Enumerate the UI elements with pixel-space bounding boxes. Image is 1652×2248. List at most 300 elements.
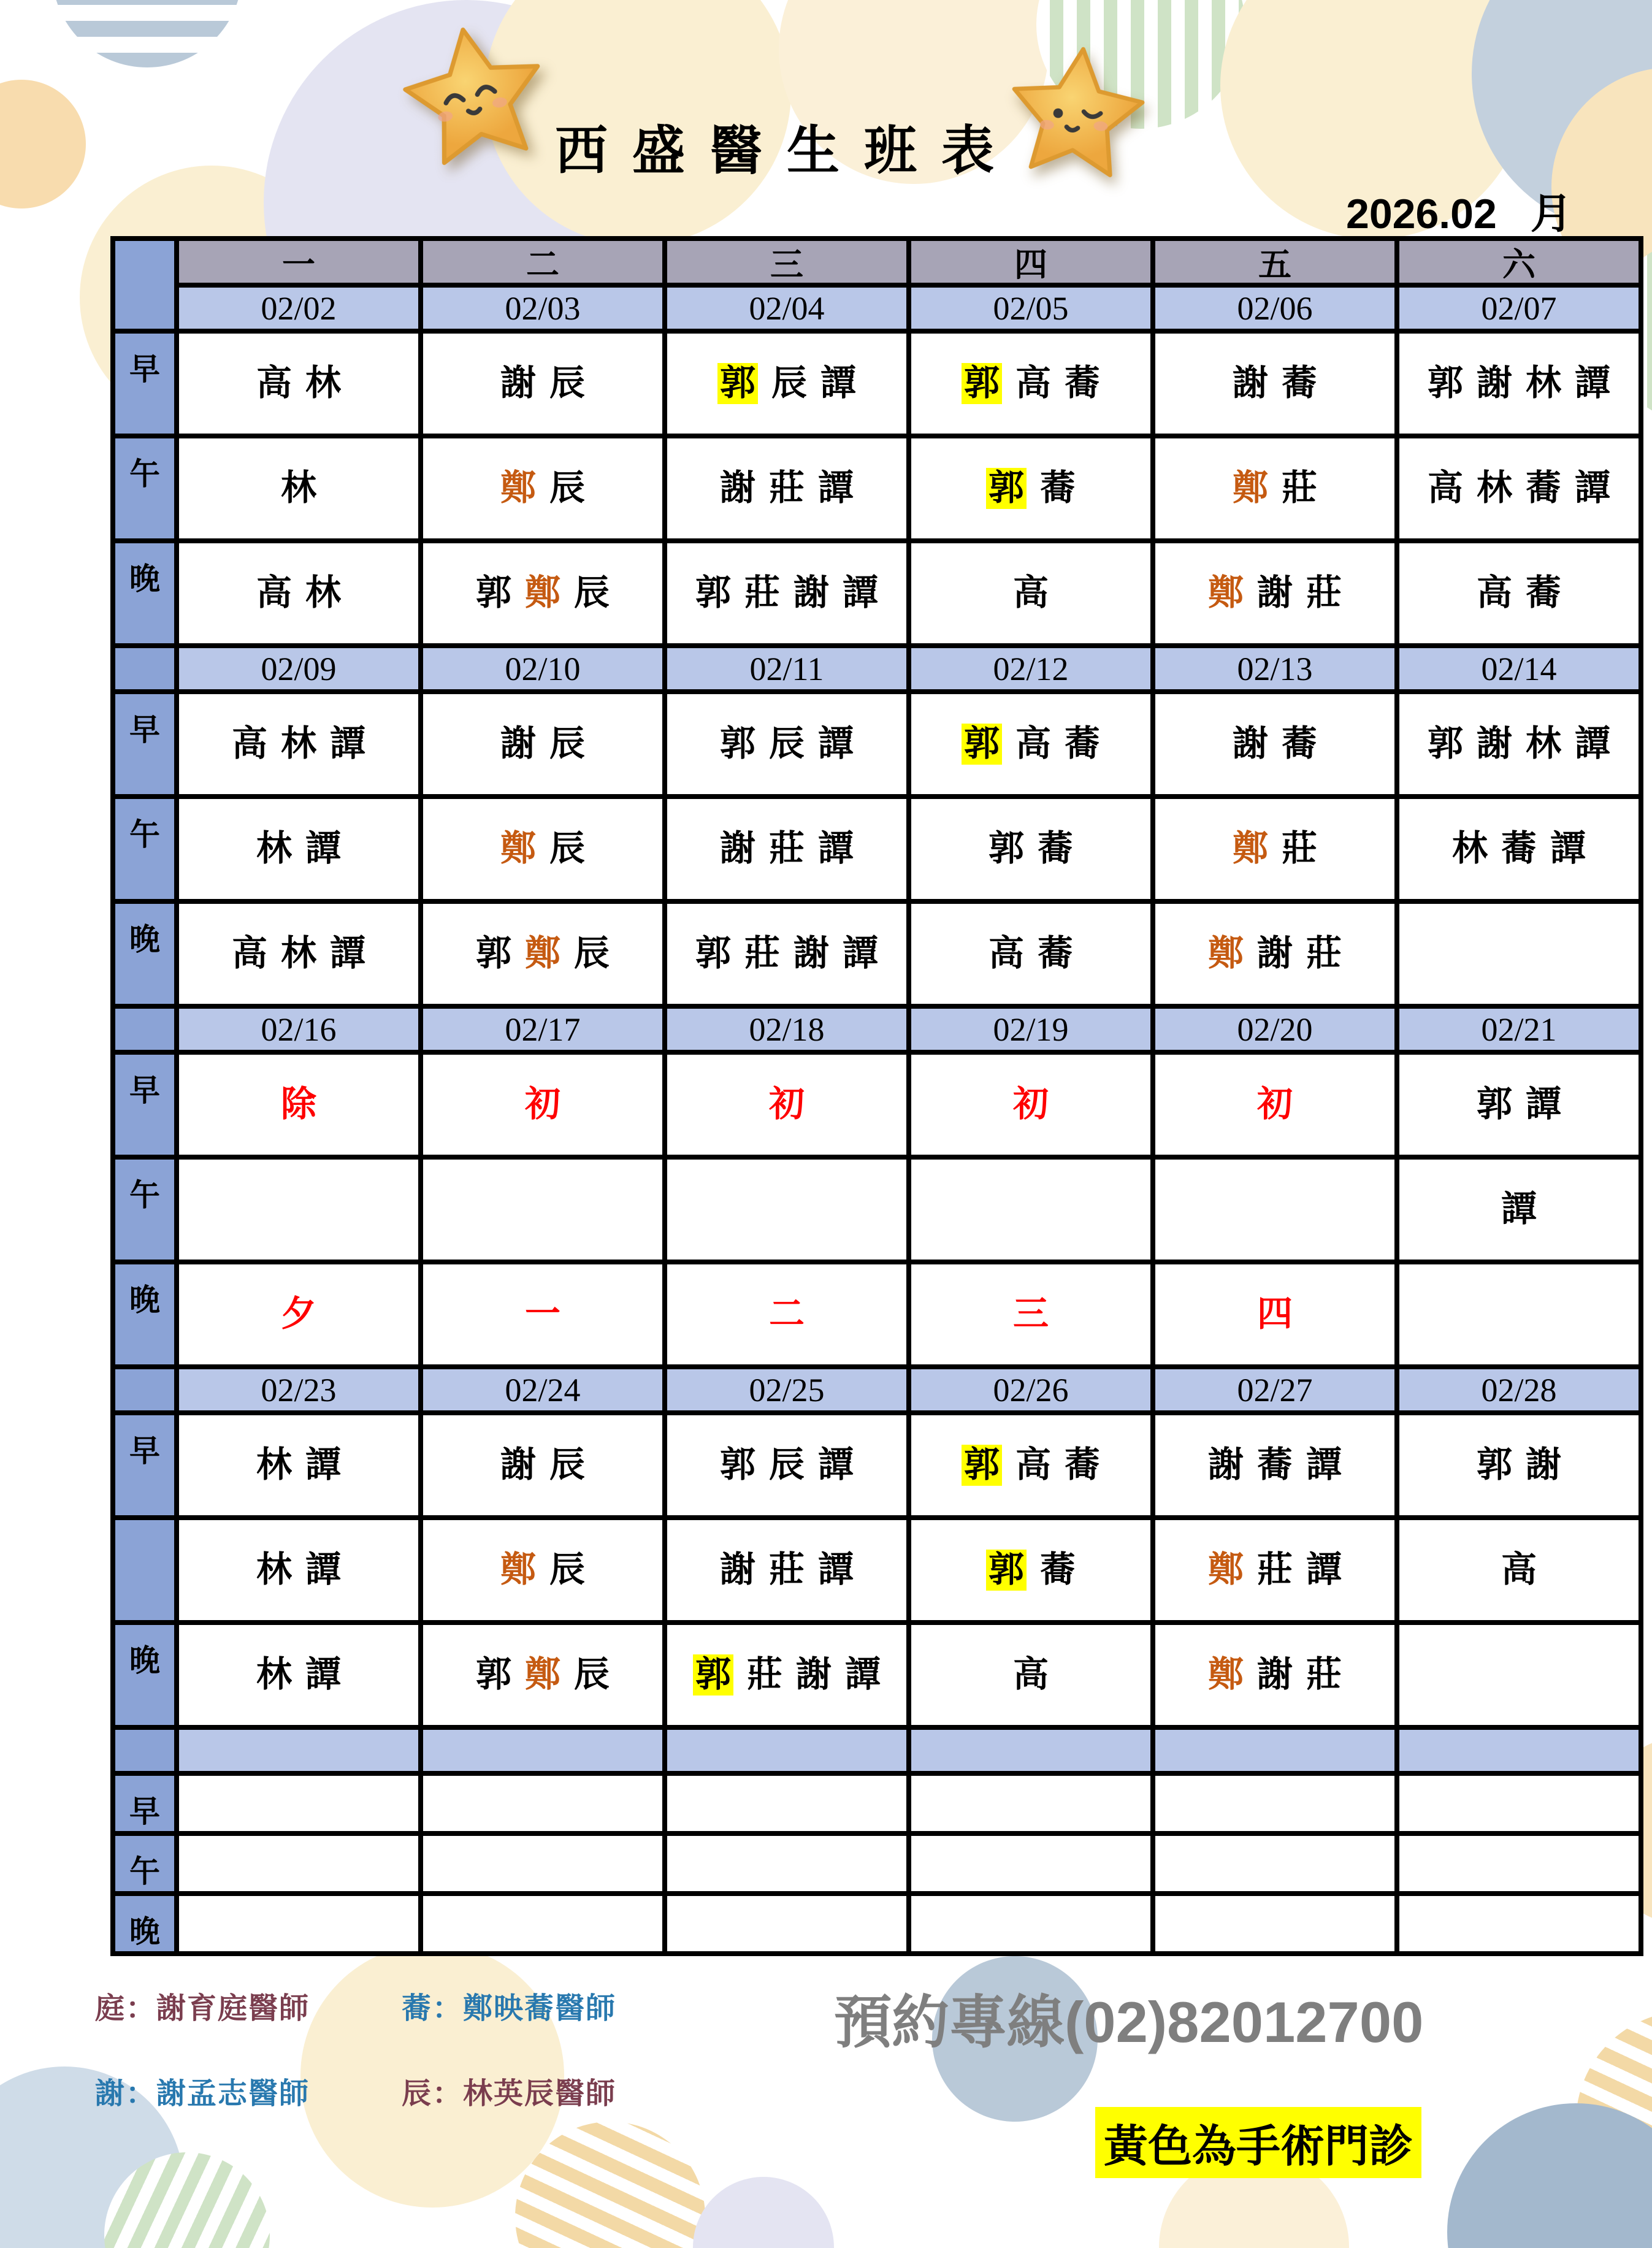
surgery-note: 黃色為手術門診 [1095, 2107, 1421, 2178]
date-cell: 02/19 [911, 1009, 1150, 1050]
doctor-code: 林 [305, 363, 342, 403]
schedule-cell [423, 799, 662, 899]
schedule-cell [179, 1836, 418, 1891]
doctor-code: 蕎 [1282, 363, 1318, 403]
schedule-cell [911, 334, 1150, 434]
doctor-code: 林 [1476, 468, 1512, 508]
doctor-code: 鄭 [1232, 468, 1268, 508]
doctor-code: 譚 [820, 363, 857, 403]
doctor-code: 四 [1256, 1294, 1293, 1334]
doctor-code: 譚 [305, 828, 342, 869]
schedule-cell [423, 1415, 662, 1515]
doctor-code: 莊 [768, 468, 805, 508]
doctor-code: 林 [280, 468, 316, 508]
doctor-code: 辰 [771, 363, 807, 403]
doctor-code: 謝 [1232, 724, 1268, 764]
doctor-code: 譚 [843, 933, 879, 974]
doctor-code: 郭 [962, 363, 1002, 404]
schedule-cell [911, 1160, 1150, 1260]
date-cell: 02/07 [1399, 288, 1639, 329]
decor-circle [52, 0, 242, 67]
doctor-code: 初 [768, 1084, 805, 1125]
period-label-cell: 晚 [115, 1625, 174, 1725]
doctor-code: 林 [256, 1445, 292, 1485]
schedule-cell [667, 1160, 906, 1260]
schedule-cell [423, 1776, 662, 1831]
schedule-cell [911, 1055, 1150, 1155]
schedule-cell [423, 694, 662, 794]
schedule-cell [1155, 438, 1394, 538]
doctor-code: 林 [1526, 363, 1562, 403]
doctor-code: 高 [1015, 1445, 1051, 1485]
doctor-code: 蕎 [1065, 363, 1101, 403]
doctor-code: 郭 [986, 468, 1027, 509]
schedule-cell [1399, 1264, 1639, 1364]
doctor-code: 謝 [1476, 363, 1512, 403]
schedule-cell [667, 1776, 906, 1831]
doctor-code: 辰 [549, 1445, 586, 1485]
date-row-label-cell [115, 1009, 174, 1050]
date-cell: 02/06 [1155, 288, 1394, 329]
doctor-code: 辰 [549, 363, 586, 403]
schedule-cell [1155, 799, 1394, 899]
schedule-cell [423, 1625, 662, 1725]
date-cell [667, 1730, 906, 1771]
schedule-cell [1155, 1415, 1394, 1515]
doctor-code: 林 [305, 573, 342, 613]
doctor-code: 辰 [549, 724, 586, 764]
period-label-cell: 午 [115, 1160, 174, 1260]
schedule-cell [1399, 1776, 1639, 1831]
doctor-code: 譚 [1575, 468, 1611, 508]
date-cell [423, 1730, 662, 1771]
schedule-cell [1399, 438, 1639, 538]
schedule-cell [179, 1055, 418, 1155]
doctor-code: 蕎 [1526, 468, 1562, 508]
date-cell: 02/24 [423, 1369, 662, 1410]
schedule-cell [1155, 1055, 1394, 1155]
date-cell: 02/20 [1155, 1009, 1394, 1050]
schedule-cell [179, 1520, 418, 1620]
date-cell [911, 1730, 1150, 1771]
doctor-code: 謝 [1526, 1445, 1562, 1485]
doctor-code: 鄭 [500, 468, 536, 508]
doctor-code: 譚 [1575, 363, 1611, 403]
period-label-cell: 早 [115, 334, 174, 434]
schedule-cell [1399, 1055, 1639, 1155]
doctor-code: 高 [1015, 724, 1051, 764]
schedule-cell [911, 694, 1150, 794]
doctor-code: 林 [256, 828, 292, 869]
day-header-cell: 五 [1155, 241, 1394, 283]
doctor-code: 郭 [475, 1654, 511, 1695]
schedule-cell [1155, 1160, 1394, 1260]
doctor-code: 譚 [330, 724, 366, 764]
schedule-cell [1155, 1264, 1394, 1364]
doctor-code: 譚 [818, 468, 854, 508]
day-header-cell: 一 [179, 241, 418, 283]
date-cell: 02/11 [667, 648, 906, 689]
doctor-code: 郭 [962, 724, 1002, 765]
doctor-code: 謝 [1207, 1445, 1244, 1485]
doctor-code: 譚 [305, 1654, 342, 1695]
schedule-cell [911, 1415, 1150, 1515]
doctor-code: 譚 [305, 1445, 342, 1485]
schedule-cell [1399, 1836, 1639, 1891]
doctor-code: 謝 [719, 828, 755, 869]
schedule-cell [1399, 1160, 1639, 1260]
schedule-cell [911, 1836, 1150, 1891]
schedule-cell [179, 1896, 418, 1951]
period-label-cell: 午 [115, 438, 174, 538]
schedule-cell [179, 438, 418, 538]
doctor-code: 初 [1256, 1084, 1293, 1125]
doctor-code: 蕎 [1526, 573, 1562, 613]
date-row-label-cell [115, 1730, 174, 1771]
decor-circle [0, 80, 86, 208]
schedule-cell [1399, 694, 1639, 794]
schedule-cell [423, 334, 662, 434]
schedule-cell [423, 1896, 662, 1951]
date-cell [179, 1730, 418, 1771]
doctor-code: 初 [1012, 1084, 1049, 1125]
doctor-code: 郭 [475, 933, 511, 974]
schedule-cell [911, 799, 1150, 899]
doctor-code: 鄭 [1207, 1654, 1244, 1695]
legend-item: 辰：林英辰醫師 [402, 2078, 617, 2110]
doctor-code: 莊 [1306, 1654, 1342, 1695]
doctor-code: 辰 [768, 1445, 805, 1485]
doctor-code: 郭 [1476, 1445, 1512, 1485]
doctor-code: 林 [1526, 724, 1562, 764]
schedule-cell [667, 1836, 906, 1891]
doctor-code: 二 [768, 1294, 805, 1334]
schedule-cell [179, 799, 418, 899]
doctor-code: 鄭 [524, 933, 560, 974]
schedule-cell [1155, 694, 1394, 794]
star-mascot-left-icon [390, 14, 560, 185]
doctor-code: 謝 [1256, 933, 1293, 974]
doctor-legend [95, 1984, 616, 2112]
doctor-code: 郭 [962, 1445, 1002, 1486]
doctor-code: 莊 [1306, 933, 1342, 974]
doctor-code: 譚 [845, 1654, 881, 1695]
page-title: 西盛醫生班表 [555, 121, 1019, 180]
doctor-code: 三 [1012, 1294, 1049, 1334]
doctor-code: 謝 [793, 933, 830, 974]
doctor-code: 鄭 [1207, 573, 1244, 613]
schedule-cell [911, 1896, 1150, 1951]
doctor-code: 譚 [843, 573, 879, 613]
schedule-cell [667, 1520, 906, 1620]
doctor-code: 郭 [695, 933, 731, 974]
schedule-cell [1399, 1520, 1639, 1620]
doctor-code: 郭 [717, 363, 758, 404]
schedule-cell [1155, 334, 1394, 434]
schedule-cell [1399, 904, 1639, 1004]
doctor-code: 一 [524, 1294, 560, 1334]
doctor-code: 林 [256, 1654, 292, 1695]
doctor-code: 夕 [280, 1294, 316, 1334]
schedule-cell [1155, 1776, 1394, 1831]
doctor-code: 蕎 [1040, 468, 1076, 508]
doctor-code: 謝 [1476, 724, 1512, 764]
date-cell [1155, 1730, 1394, 1771]
doctor-code: 高 [256, 363, 292, 403]
schedule-cell [179, 1160, 418, 1260]
schedule-cell [1155, 1836, 1394, 1891]
doctor-code: 鄭 [524, 1654, 560, 1695]
schedule-cell [667, 334, 906, 434]
doctor-code: 辰 [549, 828, 586, 869]
period-label-cell: 晚 [115, 904, 174, 1004]
doctor-code: 莊 [1306, 573, 1342, 613]
doctor-code: 蕎 [1065, 1445, 1101, 1485]
doctor-code: 辰 [549, 468, 586, 508]
doctor-code: 高 [1015, 363, 1051, 403]
schedule-cell [667, 1264, 906, 1364]
doctor-code: 郭 [475, 573, 511, 613]
doctor-code: 蕎 [1501, 828, 1537, 869]
date-cell [1399, 1730, 1639, 1771]
doctor-code: 鄭 [1207, 1550, 1244, 1590]
date-cell: 02/03 [423, 288, 662, 329]
date-cell: 02/09 [179, 648, 418, 689]
doctor-code: 謝 [796, 1654, 832, 1695]
date-cell: 02/18 [667, 1009, 906, 1050]
legend-item: 庭：謝育庭醫師 [95, 1992, 310, 2025]
doctor-code: 蕎 [1065, 724, 1101, 764]
day-header-cell: 二 [423, 241, 662, 283]
date-cell: 02/16 [179, 1009, 418, 1050]
schedule-cell [667, 799, 906, 899]
schedule-cell [179, 1415, 418, 1515]
schedule-cell [1399, 334, 1639, 434]
schedule-cell [423, 904, 662, 1004]
doctor-code: 郭 [1427, 363, 1463, 403]
doctor-code: 高 [1012, 1654, 1049, 1695]
doctor-code: 譚 [305, 1550, 342, 1590]
period-label-cell: 早 [115, 694, 174, 794]
date-cell: 02/27 [1155, 1369, 1394, 1410]
doctor-code: 高 [1012, 573, 1049, 613]
period-label-cell [115, 1520, 174, 1620]
schedule-table [110, 236, 1643, 1956]
month-label: 2026.02 月 [1346, 191, 1572, 237]
doctor-code: 辰 [574, 933, 610, 974]
schedule-cell [179, 543, 418, 643]
schedule-cell [1399, 1896, 1639, 1951]
doctor-code: 辰 [574, 573, 610, 613]
doctor-code: 鄭 [500, 828, 536, 869]
doctor-code: 莊 [744, 933, 780, 974]
schedule-cell [179, 904, 418, 1004]
doctor-code: 謝 [1256, 573, 1293, 613]
doctor-code: 蕎 [1256, 1445, 1293, 1485]
decor-circle [693, 2177, 834, 2248]
doctor-code: 郭 [719, 1445, 755, 1485]
doctor-code: 高 [256, 573, 292, 613]
schedule-cell [179, 1776, 418, 1831]
schedule-cell [667, 1415, 906, 1515]
schedule-cell [1155, 543, 1394, 643]
schedule-cell [423, 1160, 662, 1260]
doctor-code: 莊 [768, 828, 805, 869]
doctor-code: 辰 [574, 1654, 610, 1695]
schedule-cell [911, 543, 1150, 643]
schedule-cell [1399, 543, 1639, 643]
date-cell: 02/10 [423, 648, 662, 689]
doctor-code: 謝 [719, 468, 755, 508]
doctor-code: 譚 [1550, 828, 1586, 869]
schedule-cell [423, 543, 662, 643]
period-label-cell: 早 [115, 1415, 174, 1515]
date-cell: 02/13 [1155, 648, 1394, 689]
doctor-code: 譚 [330, 933, 366, 974]
doctor-code: 辰 [768, 724, 805, 764]
date-cell: 02/25 [667, 1369, 906, 1410]
doctor-code: 除 [280, 1084, 316, 1125]
date-cell: 02/12 [911, 648, 1150, 689]
doctor-code: 初 [524, 1084, 560, 1125]
date-cell: 02/17 [423, 1009, 662, 1050]
doctor-code: 辰 [549, 1550, 586, 1590]
doctor-code: 蕎 [1038, 933, 1074, 974]
schedule-cell [423, 1520, 662, 1620]
period-label-cell: 午 [115, 799, 174, 899]
doctor-code: 謝 [500, 1445, 536, 1485]
schedule-cell [179, 1264, 418, 1364]
doctor-code: 郭 [988, 828, 1024, 869]
date-cell: 02/05 [911, 288, 1150, 329]
schedule-cell [1155, 1896, 1394, 1951]
doctor-code: 高 [1427, 468, 1463, 508]
decor-circle [1447, 2103, 1652, 2248]
doctor-code: 謝 [719, 1550, 755, 1590]
doctor-code: 蕎 [1038, 828, 1074, 869]
schedule-cell [667, 694, 906, 794]
schedule-cell [423, 1055, 662, 1155]
period-label-cell: 晚 [115, 1264, 174, 1364]
schedule-cell [179, 1625, 418, 1725]
doctor-code: 鄭 [500, 1550, 536, 1590]
date-cell: 02/28 [1399, 1369, 1639, 1410]
star-mascot-right-icon [999, 39, 1154, 194]
doctor-code: 鄭 [1207, 933, 1244, 974]
doctor-code: 高 [1476, 573, 1512, 613]
doctor-code: 郭 [695, 573, 731, 613]
date-cell: 02/21 [1399, 1009, 1639, 1050]
doctor-code: 莊 [1256, 1550, 1293, 1590]
doctor-code: 譚 [1501, 1189, 1537, 1229]
doctor-code: 郭 [1476, 1084, 1512, 1125]
doctor-code: 林 [280, 724, 316, 764]
schedule-cell [667, 904, 906, 1004]
doctor-code: 謝 [793, 573, 830, 613]
doctor-code: 譚 [818, 1445, 854, 1485]
doctor-code: 林 [1451, 828, 1488, 869]
booking-phone: 預約專線(02)82012700 [834, 1990, 1424, 2054]
date-cell: 02/02 [179, 288, 418, 329]
doctor-code: 謝 [1232, 363, 1268, 403]
schedule-cell [1399, 1415, 1639, 1515]
period-label-cell: 早 [115, 1055, 174, 1155]
doctor-code: 莊 [768, 1550, 805, 1590]
doctor-code: 譚 [1575, 724, 1611, 764]
doctor-code: 郭 [719, 724, 755, 764]
date-row-label-cell [115, 1369, 174, 1410]
doctor-code: 譚 [1306, 1550, 1342, 1590]
doctor-code: 郭 [693, 1654, 733, 1696]
schedule-cell [911, 904, 1150, 1004]
period-label-cell: 早 [115, 1776, 174, 1831]
day-header-cell: 六 [1399, 241, 1639, 283]
doctor-code: 譚 [818, 1550, 854, 1590]
schedule-cell [911, 1776, 1150, 1831]
schedule-cell [1399, 799, 1639, 899]
doctor-code: 譚 [818, 828, 854, 869]
doctor-code: 林 [256, 1550, 292, 1590]
schedule-cell [1155, 1520, 1394, 1620]
day-header-cell: 三 [667, 241, 906, 283]
doctor-code: 蕎 [1040, 1550, 1076, 1590]
schedule-cell [423, 1836, 662, 1891]
schedule-cell [179, 334, 418, 434]
period-label-cell: 晚 [115, 1896, 174, 1951]
date-row-label-cell [115, 648, 174, 689]
doctor-code: 莊 [744, 573, 780, 613]
schedule-cell [911, 438, 1150, 538]
date-cell: 02/23 [179, 1369, 418, 1410]
schedule-cell [423, 438, 662, 538]
legend-item: 蕎：鄭映蕎醫師 [402, 1992, 617, 2025]
doctor-code: 蕎 [1282, 724, 1318, 764]
doctor-code: 謝 [500, 724, 536, 764]
corner-cell [115, 241, 174, 329]
doctor-code: 譚 [818, 724, 854, 764]
date-cell: 02/26 [911, 1369, 1150, 1410]
schedule-cell [667, 543, 906, 643]
schedule-cell [423, 1264, 662, 1364]
doctor-code: 郭 [1427, 724, 1463, 764]
doctor-code: 林 [280, 933, 316, 974]
doctor-code: 高 [231, 933, 267, 974]
doctor-code: 高 [988, 933, 1024, 974]
doctor-code: 莊 [1282, 828, 1318, 869]
date-cell: 02/14 [1399, 648, 1639, 689]
day-header-cell: 四 [911, 241, 1150, 283]
doctor-code: 譚 [1306, 1445, 1342, 1485]
schedule-cell [667, 438, 906, 538]
legend-item: 謝：謝孟志醫師 [95, 2078, 310, 2110]
doctor-code: 郭 [986, 1550, 1027, 1591]
schedule-cell [179, 694, 418, 794]
schedule-cell [1399, 1625, 1639, 1725]
doctor-code: 譚 [1526, 1084, 1562, 1125]
schedule-cell [1155, 1625, 1394, 1725]
schedule-cell [911, 1625, 1150, 1725]
schedule-cell [911, 1264, 1150, 1364]
doctor-code: 高 [231, 724, 267, 764]
schedule-cell [667, 1625, 906, 1725]
schedule-cell [667, 1055, 906, 1155]
date-cell: 02/04 [667, 288, 906, 329]
schedule-cell [667, 1896, 906, 1951]
doctor-code: 莊 [746, 1654, 782, 1695]
doctor-code: 高 [1501, 1550, 1537, 1590]
doctor-code: 鄭 [524, 573, 560, 613]
period-label-cell: 午 [115, 1836, 174, 1891]
